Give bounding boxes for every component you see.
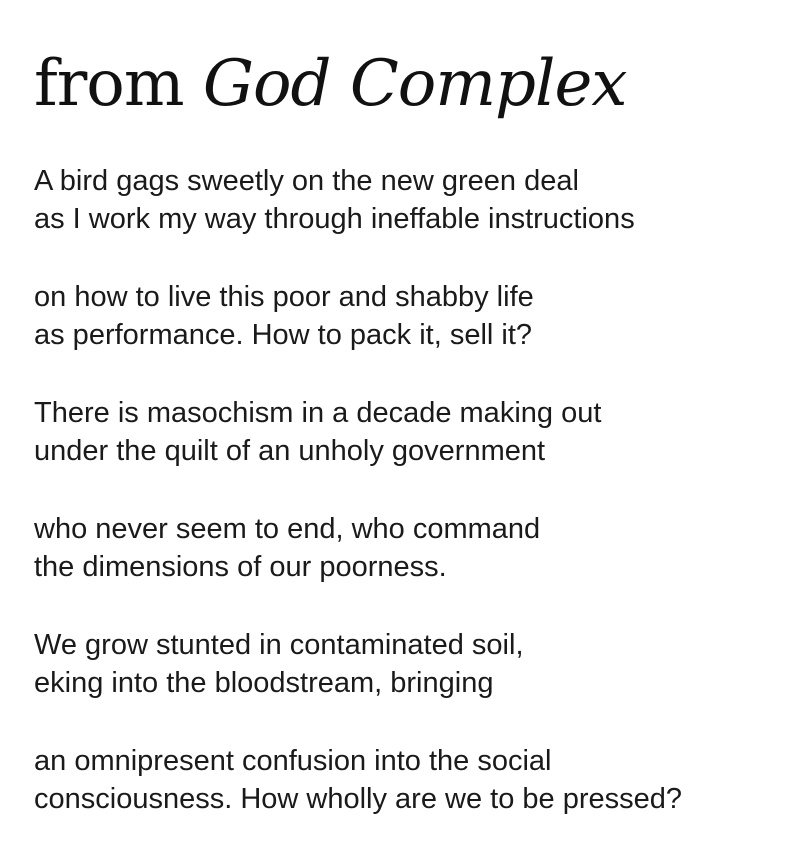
poem-line: the dimensions of our poorness. xyxy=(34,551,447,583)
poem-line: We grow stunted in contaminated soil, xyxy=(34,629,524,661)
poem-body xyxy=(34,162,774,818)
title-italic: God Complex xyxy=(202,47,627,121)
poem-line: on how to live this poor and shabby life xyxy=(34,281,534,313)
poem-line: as I work my way through ineffable instructions xyxy=(34,203,635,235)
stanza-6 xyxy=(34,742,774,818)
poem-line: as performance. How to pack it, sell it? xyxy=(34,319,533,351)
stanza-3 xyxy=(34,394,774,470)
stanza-2 xyxy=(34,278,774,354)
stanza-4 xyxy=(34,510,774,586)
poem-line: eking into the bloodstream, bringing xyxy=(34,667,494,699)
stanza-1 xyxy=(34,162,774,238)
title-prefix: from xyxy=(34,47,203,121)
poem-line: an omnipresent confusion into the social xyxy=(34,745,552,777)
poem-line: consciousness. How wholly are we to be pressed? xyxy=(34,783,682,815)
poem-line: under the quilt of an unholy government xyxy=(34,435,546,467)
stanza-5 xyxy=(34,626,774,702)
poem-title xyxy=(34,44,774,124)
poem-line: who never seem to end, who command xyxy=(34,513,541,545)
poem-line: A bird gags sweetly on the new green deal xyxy=(34,165,579,197)
poem-page xyxy=(34,44,774,818)
poem-line: There is masochism in a decade making out xyxy=(34,397,602,429)
